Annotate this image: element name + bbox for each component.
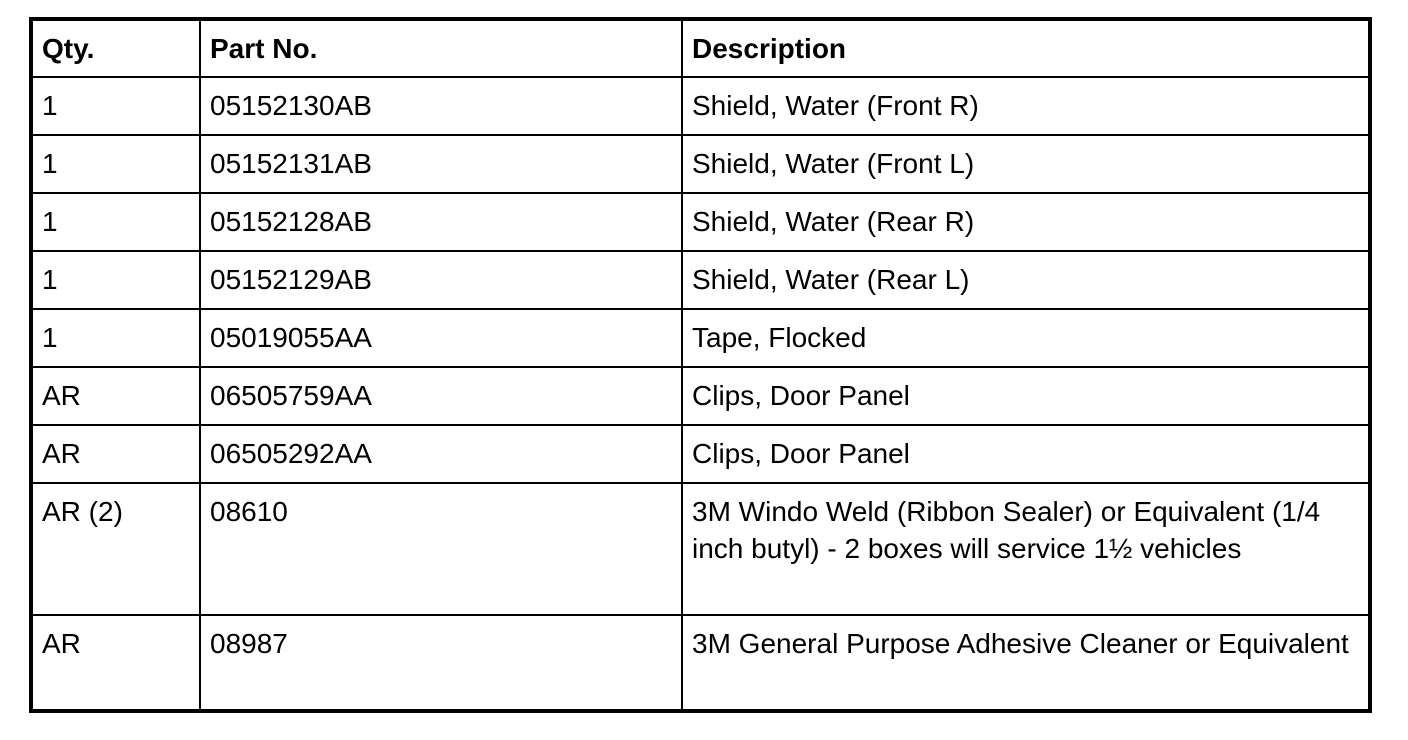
table-header-row	[31, 19, 1370, 77]
cell-qty: AR	[31, 425, 200, 483]
header-qty: Qty.	[31, 19, 200, 77]
cell-description: Tape, Flocked	[682, 309, 1370, 367]
cell-part-no: 05152130AB	[200, 77, 682, 135]
cell-part-no: 06505292AA	[200, 425, 682, 483]
cell-qty: AR	[31, 367, 200, 425]
header-description: Description	[682, 19, 1370, 77]
cell-description: Shield, Water (Front R)	[682, 77, 1370, 135]
cell-part-no: 05152131AB	[200, 135, 682, 193]
table-row	[31, 77, 1370, 135]
cell-part-no: 05152129AB	[200, 251, 682, 309]
parts-table	[29, 17, 1372, 713]
table-row	[31, 367, 1370, 425]
cell-description: Clips, Door Panel	[682, 425, 1370, 483]
cell-description: Shield, Water (Rear R)	[682, 193, 1370, 251]
cell-qty: 1	[31, 135, 200, 193]
cell-part-no: 05019055AA	[200, 309, 682, 367]
header-part-no: Part No.	[200, 19, 682, 77]
cell-description: Clips, Door Panel	[682, 367, 1370, 425]
cell-qty: 1	[31, 251, 200, 309]
cell-description: Shield, Water (Front L)	[682, 135, 1370, 193]
cell-qty: 1	[31, 193, 200, 251]
table-row	[31, 135, 1370, 193]
cell-description: 3M General Purpose Adhesive Cleaner or Equivalent	[682, 615, 1370, 711]
cell-description: 3M Windo Weld (Ribbon Sealer) or Equivalent (1/4 inch butyl) - 2 boxes will service 1½ vehicles	[682, 483, 1370, 615]
cell-qty: AR (2)	[31, 483, 200, 615]
cell-description: Shield, Water (Rear L)	[682, 251, 1370, 309]
cell-qty: 1	[31, 309, 200, 367]
table-row	[31, 483, 1370, 615]
cell-part-no: 05152128AB	[200, 193, 682, 251]
cell-qty: 1	[31, 77, 200, 135]
table-row	[31, 425, 1370, 483]
cell-part-no: 06505759AA	[200, 367, 682, 425]
table-row	[31, 193, 1370, 251]
cell-qty: AR	[31, 615, 200, 711]
table-row	[31, 309, 1370, 367]
cell-part-no: 08987	[200, 615, 682, 711]
cell-part-no: 08610	[200, 483, 682, 615]
table-row	[31, 251, 1370, 309]
table-row	[31, 615, 1370, 711]
